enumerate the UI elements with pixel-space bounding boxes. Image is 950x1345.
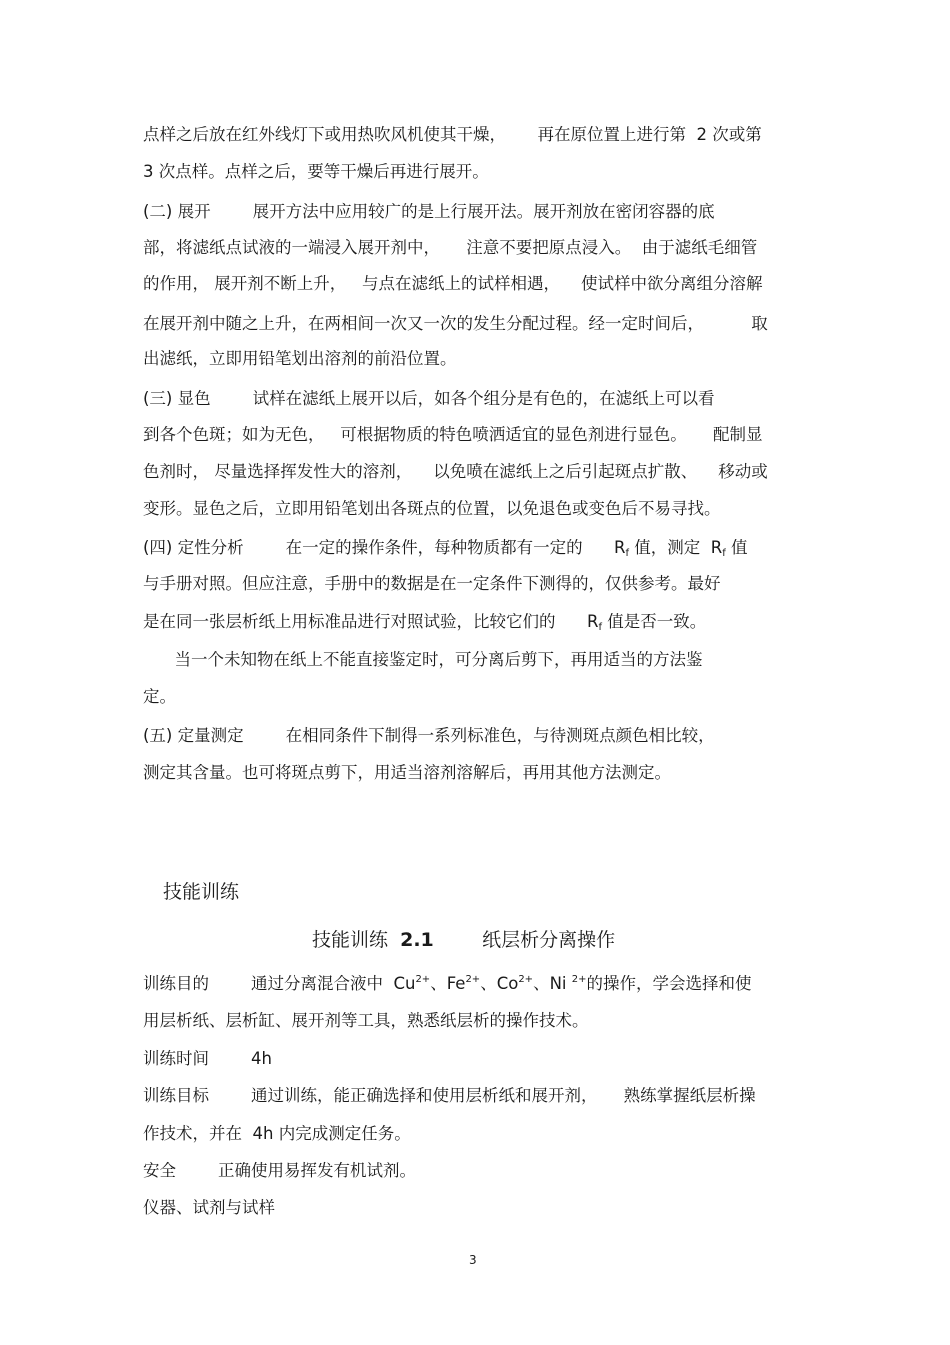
subsection-title-text: 纸层析分离操作 [433, 929, 616, 951]
text-line-rf [143, 537, 748, 559]
text-line: 变形。显色之后，立即用铅笔划出各斑点的位置，以免退色或变色后不易寻找。 [143, 499, 721, 518]
text-segment: 训练目的 通过分离混合液中 Cu [143, 974, 416, 993]
rf-subscript: f [598, 622, 602, 633]
rf-subscript: f [625, 548, 630, 559]
text-line-rf [143, 611, 706, 633]
section-heading: 技能训练 [163, 881, 240, 903]
text-line: 色剂时， 尽量选择挥发性大的溶剂， 以免喷在滤纸上之后引起斑点扩散、 移动或 [143, 462, 768, 481]
text-line: 3 次点样。点样之后，要等干燥后再进行展开。 [143, 162, 489, 181]
text-line: 在展开剂中随之上升，在两相间一次又一次的发生分配过程。经一定时间后， 取 [143, 314, 768, 333]
text-segment: 、Co [480, 974, 519, 993]
training-time: 训练时间 4h [143, 1049, 272, 1068]
text-line: (二) 展开 展开方法中应用较广的是上行展开法。展开剂放在密闭容器的底 [143, 202, 715, 221]
text-segment: 值 [725, 538, 748, 557]
text-line: 出滤纸，立即用铅笔划出溶剂的前沿位置。 [143, 349, 457, 368]
subsection-prefix: 技能训练 [312, 929, 401, 951]
text-line: 部，将滤纸点试液的一端浸入展开剂中， 注意不要把原点浸入。 由于滤纸毛细管 [143, 238, 758, 257]
ion-charge: 2+ [465, 974, 481, 985]
text-line: (三) 显色 试样在滤纸上展开以后，如各个组分是有色的，在滤纸上可以看 [143, 389, 715, 408]
text-line: 与手册对照。但应注意，手册中的数据是在一定条件下测得的，仅供参考。最好 [143, 574, 721, 593]
text-line: 定。 [143, 687, 176, 706]
text-segment: 、Ni [533, 974, 572, 993]
text-line: 的作用， 展开剂不断上升， 与点在滤纸上的试样相遇， 使试样中欲分离组分溶解 [143, 274, 763, 293]
text-line: (五) 定量测定 在相同条件下制得一系列标准色，与待测斑点颜色相比较， [143, 726, 715, 745]
subsection-number: 2.1 [400, 929, 434, 951]
text-segment: 值，测定 R [629, 538, 723, 557]
training-instruments: 仪器、试剂与试样 [143, 1198, 275, 1217]
text-segment: 值是否一致。 [601, 612, 707, 631]
page-number: 3 [469, 1253, 477, 1267]
ion-charge: 2+ [571, 974, 587, 985]
ion-charge: 2+ [518, 974, 534, 985]
text-segment: 是在同一张层析纸上用标准品进行对照试验，比较它们的 R [143, 612, 599, 631]
text-line: 到各个色斑；如为无色， 可根据物质的特色喷洒适宜的显色剂进行显色。 配制显 [143, 425, 763, 444]
text-line: 用层析纸、层析缸、展开剂等工具，熟悉纸层析的操作技术。 [143, 1011, 589, 1030]
training-safety: 安全 正确使用易挥发有机试剂。 [143, 1161, 416, 1180]
text-line: 作技术，并在 4h 内完成测定任务。 [143, 1124, 411, 1143]
text-segment: (四) 定性分析 在一定的操作条件，每种物质都有一定的 R [143, 538, 626, 557]
training-goal: 训练目标 通过训练，能正确选择和使用层析纸和展开剂， 熟练掌握纸层析操 [143, 1086, 756, 1105]
text-line: 测定其含量。也可将斑点剪下，用适当溶剂溶解后，再用其他方法测定。 [143, 763, 671, 782]
text-segment: 、Fe [430, 974, 466, 993]
rf-subscript: f [722, 548, 726, 559]
text-line: 点样之后放在红外线灯下或用热吹风机使其干燥， 再在原位置上进行第 2 次或第 [143, 125, 762, 144]
text-segment: 的操作，学会选择和使 [586, 974, 752, 993]
text-line: 当一个未知物在纸上不能直接鉴定时，可分离后剪下，再用适当的方法鉴 [143, 650, 703, 669]
ion-charge: 2+ [415, 974, 431, 985]
subsection-title [312, 928, 615, 952]
training-purpose [143, 973, 751, 995]
